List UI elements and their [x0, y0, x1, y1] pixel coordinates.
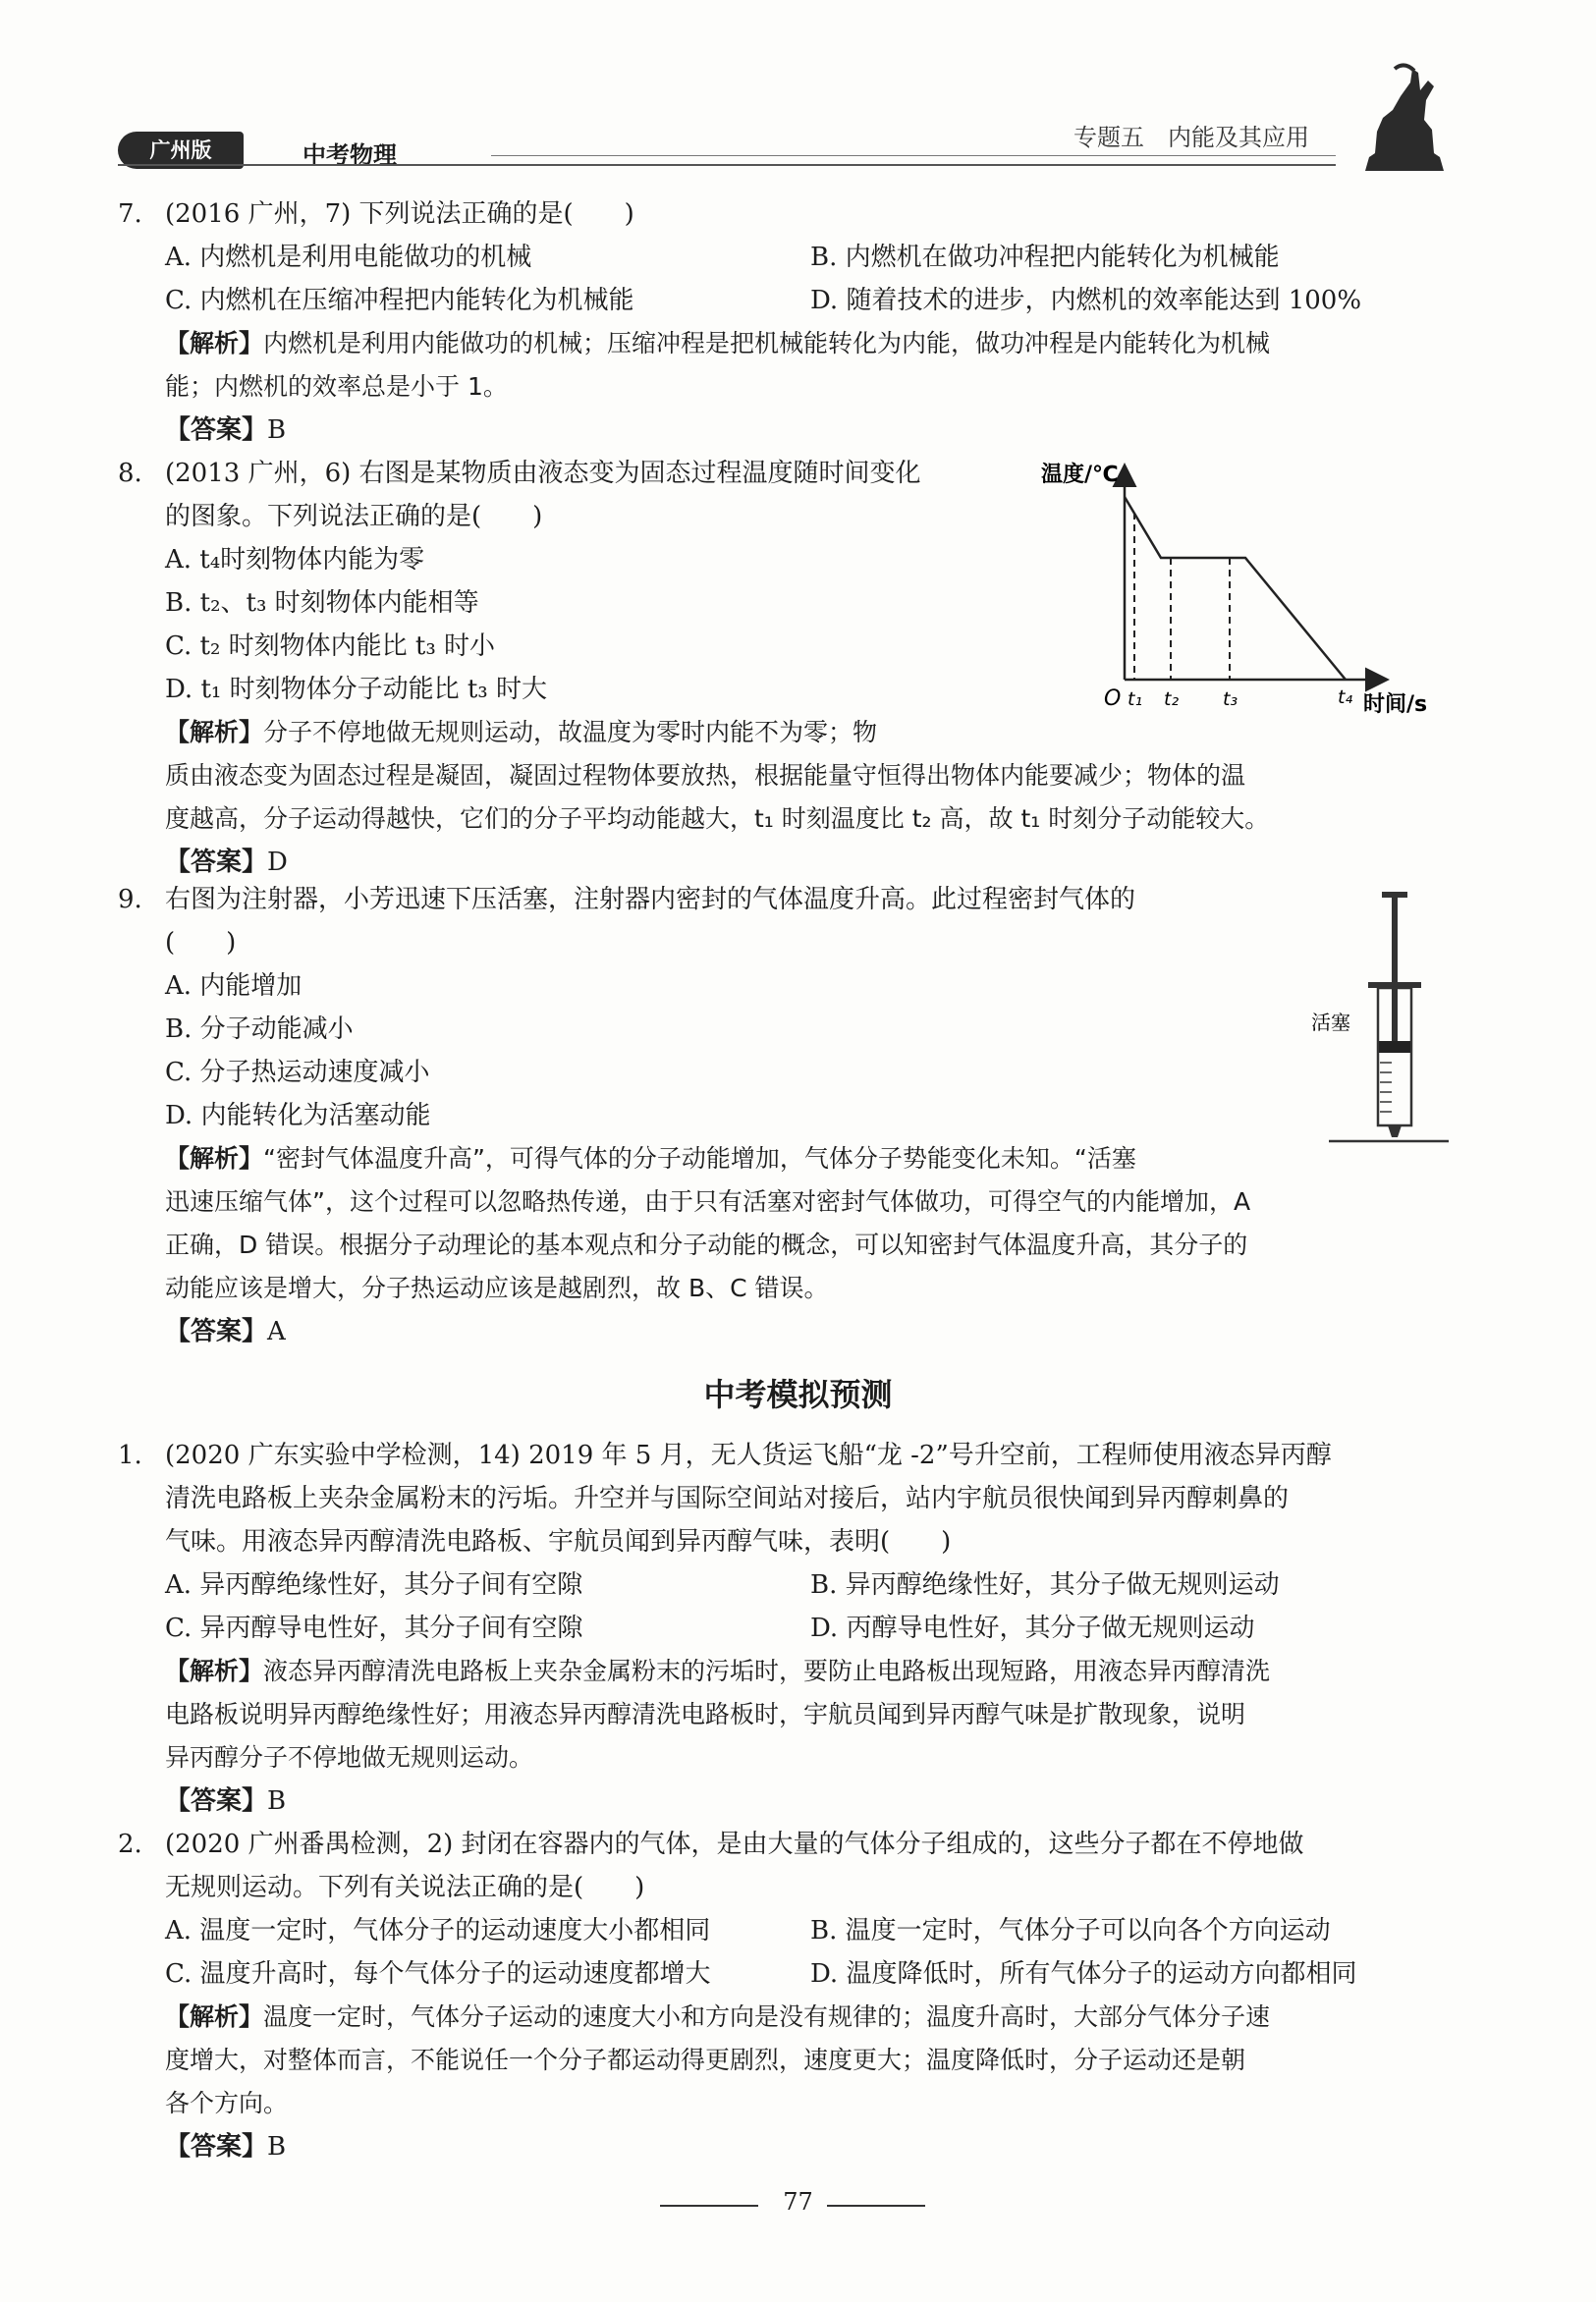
question-number: 9.: [118, 885, 142, 914]
syringe-figure: [1301, 884, 1449, 1159]
option-c: C. 异丙醇导电性好，其分子间有空隙: [165, 1614, 583, 1643]
analysis-text: “密封气体温度升高”，可得气体的分子动能增加，气体分子势能变化未知。“活塞: [263, 1144, 1136, 1173]
edition-badge: 广州版: [118, 132, 244, 169]
page-number-rule-right: [827, 2205, 925, 2207]
option-a: A. t₄时刻物体内能为零: [165, 545, 425, 575]
subject-title: 中考物理: [303, 141, 397, 169]
question-stem: 清洗电路板上夹杂金属粉末的污垢。升空并与国际空间站对接后，站内宇航员很快闻到异丙醇刺鼻的: [165, 1484, 1290, 1513]
t2-tick-label: t₂: [1164, 688, 1180, 710]
option-b: B. 内燃机在做功冲程把内能转化为机械能: [810, 243, 1280, 272]
question-number: 7.: [118, 199, 142, 229]
analysis: [165, 1650, 1270, 1693]
temperature-curve: [1125, 497, 1346, 680]
option-b: B. 异丙醇绝缘性好，其分子做无规则运动: [810, 1570, 1280, 1600]
question-stem: (2016 广州，7) 下列说法正确的是( ): [165, 199, 634, 229]
syringe-nozzle: [1388, 1125, 1402, 1137]
answer: [165, 2125, 286, 2168]
question-stem: (2020 广东实验中学检测，14) 2019 年 5 月，无人货运飞船“龙 -2”号升空前，工程师使用液态异丙醇: [165, 1441, 1332, 1470]
question-number: 1.: [118, 1441, 142, 1470]
analysis-text: 各个方向。: [165, 2089, 289, 2117]
goat-statue-logo-icon: [1355, 61, 1454, 174]
cooling-curve-figure: [1031, 452, 1444, 727]
analysis: [165, 711, 877, 754]
section-title: 中考模拟预测: [703, 1376, 893, 1413]
analysis: [165, 1996, 1270, 2039]
t3-tick-label: t₃: [1223, 688, 1238, 710]
question-stem: 无规则运动。下列有关说法正确的是( ): [165, 1873, 645, 1902]
question-stem: (2020 广州番禺检测，2) 封闭在容器内的气体，是由大量的气体分子组成的，这些分子都在不停地做: [165, 1830, 1304, 1859]
answer-value: A: [267, 1317, 286, 1346]
analysis-text: 能；内燃机的效率总是小于 1。: [165, 372, 508, 401]
question-stem: (2013 广州，6) 右图是某物质由液态变为固态过程温度随时间变化: [165, 459, 921, 488]
option-b: B. 温度一定时，气体分子可以向各个方向运动: [810, 1916, 1331, 1946]
barrel-scale: [1380, 1063, 1392, 1112]
option-a: A. 温度一定时，气体分子的运动速度大小都相同: [165, 1916, 711, 1946]
analysis-text: 分子不停地做无规则运动，故温度为零时内能不为零；物: [263, 718, 878, 746]
answer-label: 【答案】: [165, 415, 268, 445]
analysis-text: 电路板说明异丙醇绝缘性好；用液态异丙醇清洗电路板时，宇航员闻到异丙醇气味是扩散现象，说明: [165, 1700, 1246, 1728]
option-a: A. 内能增加: [165, 971, 303, 1001]
answer-label: 【答案】: [165, 848, 268, 877]
option-a: A. 异丙醇绝缘性好，其分子间有空隙: [165, 1570, 583, 1600]
analysis-label: 【解析】: [165, 718, 264, 746]
topic-title: 专题五 内能及其应用: [1073, 124, 1309, 151]
option-d: D. 丙醇导电性好，其分子做无规则运动: [810, 1614, 1255, 1643]
option-c: C. 温度升高时，每个气体分子的运动速度都增大: [165, 1959, 711, 1989]
answer-label: 【答案】: [165, 1786, 268, 1816]
analysis-label: 【解析】: [165, 2002, 264, 2031]
answer: [165, 1780, 286, 1823]
y-axis-label: 温度/℃: [1041, 463, 1119, 487]
analysis-text: 度增大，对整体而言，不能说任一个分子都运动得更剧烈，速度更大；温度降低时，分子运动还是朝: [165, 2046, 1246, 2074]
analysis-text: 异丙醇分子不停地做无规则运动。: [165, 1743, 534, 1772]
x-axis-label: 时间/s: [1363, 692, 1428, 717]
question-number: 8.: [118, 459, 142, 488]
option-c: C. t₂ 时刻物体内能比 t₃ 时小: [165, 631, 496, 661]
question-stem: 右图为注射器，小芳迅速下压活塞，注射器内密封的气体温度升高。此过程密封气体的: [165, 885, 1136, 914]
plunger-cap: [1382, 892, 1407, 898]
question-number: 2.: [118, 1830, 142, 1859]
option-c: C. 内燃机在压缩冲程把内能转化为机械能: [165, 286, 634, 315]
answer-value: B: [267, 1786, 287, 1816]
option-a: A. 内燃机是利用电能做功的机械: [165, 243, 532, 272]
t4-tick-label: t₄: [1338, 686, 1353, 708]
answer-value: B: [267, 2132, 287, 2162]
analysis-label: 【解析】: [165, 1144, 264, 1173]
option-b: B. 分子动能减小: [165, 1014, 354, 1044]
analysis-text: 液态异丙醇清洗电路板上夹杂金属粉末的污垢时，要防止电路板出现短路，用液态异丙醇清洗: [263, 1657, 1271, 1685]
piston-label: 活塞: [1311, 1011, 1350, 1034]
analysis-text: 质由液态变为固态过程是凝固，凝固过程物体要放热，根据能量守恒得出物体内能要减少；物体的温: [165, 761, 1246, 790]
option-d: D. 随着技术的进步，内燃机的效率能达到 100%: [810, 286, 1362, 315]
origin-label: O: [1104, 686, 1122, 711]
option-d: D. t₁ 时刻物体分子动能比 t₃ 时大: [165, 675, 547, 704]
analysis-text: 正确，D 错误。根据分子动理论的基本观点和分子动能的概念，可以知密封气体温度升高，其分子的: [165, 1231, 1248, 1259]
option-b: B. t₂、t₃ 时刻物体内能相等: [165, 588, 479, 618]
header-divider: [118, 164, 1336, 166]
analysis-label: 【解析】: [165, 1657, 264, 1685]
page-number: 77: [783, 2188, 813, 2216]
answer-label: 【答案】: [165, 2132, 268, 2162]
answer-value: D: [267, 848, 288, 877]
analysis-text: 内燃机是利用内能做功的机械；压缩冲程是把机械能转化为内能，做功冲程是内能转化为机械: [263, 329, 1271, 357]
answer-label: 【答案】: [165, 1317, 268, 1346]
analysis-text: 动能应该是增大，分子热运动应该是越剧烈，故 B、C 错误。: [165, 1274, 829, 1302]
option-d: D. 内能转化为活塞动能: [165, 1101, 431, 1130]
analysis-text: 温度一定时，气体分子运动的速度大小和方向是没有规律的；温度升高时，大部分气体分子速: [263, 2002, 1271, 2031]
analysis-label: 【解析】: [165, 329, 264, 357]
answer-value: B: [267, 415, 287, 445]
analysis: [165, 322, 1270, 365]
analysis: [165, 1137, 1136, 1180]
piston: [1379, 1041, 1410, 1053]
question-stem: ( ): [165, 928, 237, 958]
t1-tick-label: t₁: [1128, 688, 1143, 710]
question-stem: 气味。用液态异丙醇清洗电路板、宇航员闻到异丙醇气味，表明( ): [165, 1527, 952, 1557]
option-d: D. 温度降低时，所有气体分子的运动方向都相同: [810, 1959, 1357, 1989]
answer: [165, 1310, 286, 1353]
question-stem: 的图象。下列说法正确的是( ): [165, 502, 543, 531]
analysis-text: 度越高，分子运动得越快，它们的分子平均动能越大，t₁ 时刻温度比 t₂ 高，故 t₁ 时刻分子动能较大。: [165, 804, 1270, 833]
analysis-text: 迅速压缩气体”，这个过程可以忽略热传递，由于只有活塞对密封气体做功，可得空气的内能增加，A: [165, 1187, 1251, 1216]
header-divider-thin: [491, 155, 1336, 156]
option-c: C. 分子热运动速度减小: [165, 1058, 430, 1087]
answer: [165, 409, 286, 452]
